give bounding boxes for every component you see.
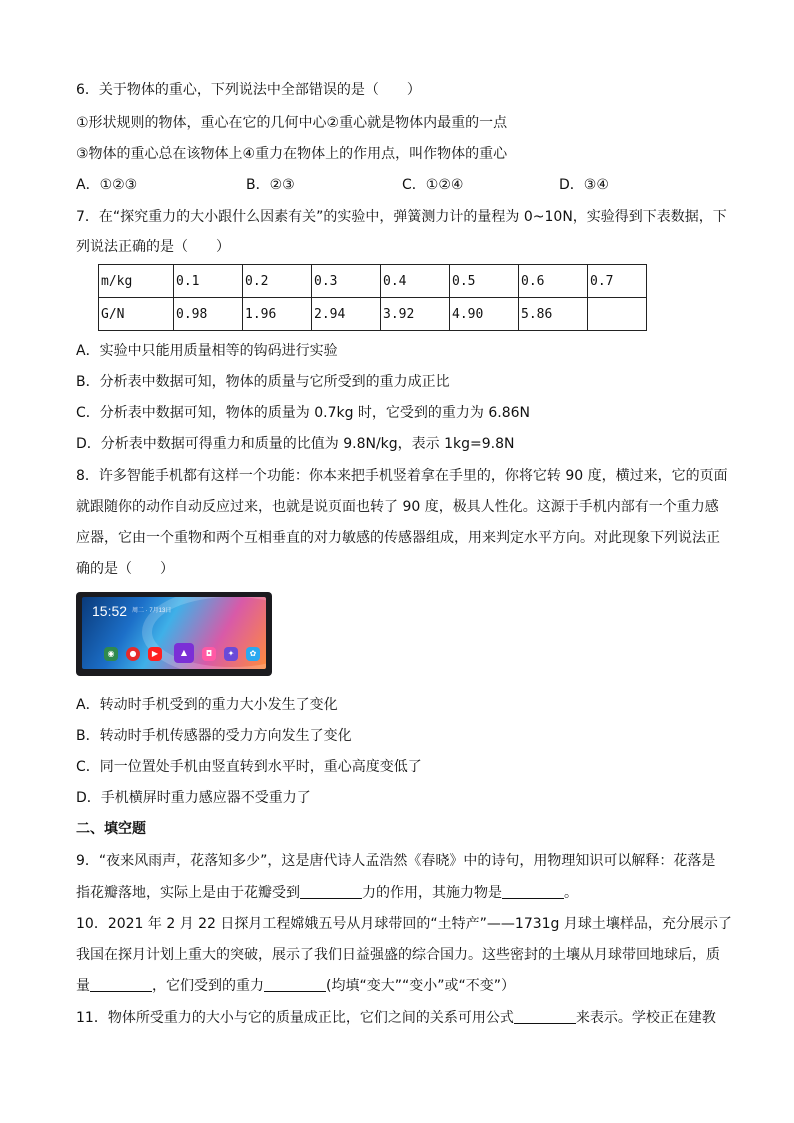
table-cell: 0.1 [174,265,243,298]
q10-line2: 我国在探月计划上重大的突破，展示了我们日益强盛的综合国力。这些密封的土壤从月球带回地球后，质 [76,947,720,963]
q8-stem-line3: 应器，它由一个重物和两个互相垂直的对力敏感的传感器组成，用来判定水平方向。对此现象下列说法正 [76,530,720,546]
maps-icon: ◉ [104,647,118,661]
q6-statements-2: ③物体的重心总在该物体上④重力在物体上的作用点，叫作物体的重心 [76,146,508,162]
table-cell: 4.90 [450,298,519,331]
table-cell: m/kg [99,265,174,298]
table-cell: 0.5 [450,265,519,298]
table-cell: 0.4 [381,265,450,298]
game-icon: ✦ [224,647,238,661]
q10-text-c: (均填“变大”“变小”或“不变”） [326,978,515,994]
q7-option-d[interactable]: D．分析表中数据可得重力和质量的比值为 9.8N/kg，表示 1kg=9.8N [76,436,515,452]
q6-statements-1: ①形状规则的物体，重心在它的几何中心②重心就是物体内最重的一点 [76,115,508,131]
table-row-mass [99,265,647,298]
record-icon: ● [126,647,140,661]
table-cell: 5.86 [519,298,588,331]
table-cell: 3.92 [381,298,450,331]
q10-text-b: ，它们受到的重力 [152,978,264,994]
section-fill-in-blank-heading: 二、填空题 [76,821,146,837]
q9-line1: 9．“夜来风雨声，花落知多少”，这是唐代诗人孟浩然《春晓》中的诗句，用物理知识可以解释：花落是 [76,853,716,869]
table-cell [588,298,647,331]
q8-stem-line4: 确的是（ ） [76,561,174,577]
q10-text-a: 量 [76,978,90,994]
q8-stem-line2: 就跟随你的动作自动反应过来，也就是说页面也转了 90 度，极具人性化。这源于手机内部有一个重力感 [76,499,719,515]
q9-text-b: 力的作用，其施力物是 [362,885,502,901]
q7-stem-line2: 列说法正确的是（ ） [76,239,230,255]
phone-date: 周二 · 7月13日 [132,608,172,614]
home-app-icon: ▲ [174,643,194,663]
phone-screen [82,597,266,669]
q6-stem: 6．关于物体的重心，下列说法中全部错误的是（ ） [76,82,421,98]
q7-option-c[interactable]: C．分析表中数据可知，物体的质量为 0.7kg 时，它受到的重力为 6.86N [76,405,531,421]
q10-blank-2[interactable] [264,975,326,992]
table-cell: 0.7 [588,265,647,298]
table-cell: G/N [99,298,174,331]
bird-icon: ✿ [246,647,260,661]
q8-option-a[interactable]: A．转动时手机受到的重力大小发生了变化 [76,697,338,713]
q8-stem-line1: 8．许多智能手机都有这样一个功能：你本来把手机竖着拿在手里的，你将它转 90 度，横过来，它的页面 [76,468,728,484]
q9-text-a: 指花瓣落地，实际上是由于花瓣受到 [76,885,300,901]
q9-line2 [76,882,734,903]
table-cell: 2.94 [312,298,381,331]
q10-blank-1[interactable] [90,975,152,992]
q10-line1: 10．2021 年 2 月 22 日探月工程嫦娥五号从月球带回的“土特产”——1731g 月球土壤样品，充分展示了 [76,916,732,932]
q11-line1 [76,1007,734,1028]
table-row-weight [99,298,647,331]
q11-text-b: 来表示。学校正在建教 [575,1010,716,1026]
table-cell: 0.2 [243,265,312,298]
video-icon: ▶ [148,647,162,661]
table-cell: 0.6 [519,265,588,298]
q8-option-b[interactable]: B．转动时手机传感器的受力方向发生了变化 [76,728,352,744]
q7-data-table [98,264,647,331]
camera-icon: ◘ [202,647,216,661]
q6-option-d[interactable]: D．③④ [559,177,609,193]
phone-landscape-image [76,592,272,676]
q11-text-a: 11．物体所受重力的大小与它的质量成正比，它们之间的关系可用公式 [76,1010,514,1026]
q6-options [76,175,716,195]
phone-clock: 15:52 [92,603,128,619]
table-cell: 0.98 [174,298,243,331]
q8-option-d[interactable]: D．手机横屏时重力感应器不受重力了 [76,790,311,806]
q6-option-b[interactable]: B．②③ [246,177,295,193]
q8-option-c[interactable]: C．同一位置处手机由竖直转到水平时，重心高度变低了 [76,759,422,775]
q9-text-c: 。 [564,885,578,901]
q9-blank-1[interactable] [300,882,362,899]
q7-stem-line1: 7．在“探究重力的大小跟什么因素有关”的实验中，弹簧测力计的量程为 0~10N，实验得到下表数据，下 [76,209,727,225]
q6-option-c[interactable]: C．①②④ [402,177,464,193]
q7-option-a[interactable]: A．实验中只能用质量相等的钩码进行实验 [76,343,338,359]
q6-option-a[interactable]: A．①②③ [76,177,138,193]
q9-blank-2[interactable] [502,882,564,899]
q11-blank-1[interactable] [514,1007,576,1024]
table-cell: 0.3 [312,265,381,298]
q7-option-b[interactable]: B．分析表中数据可知，物体的质量与它所受到的重力成正比 [76,374,450,390]
table-cell: 1.96 [243,298,312,331]
q10-line3 [76,975,734,996]
